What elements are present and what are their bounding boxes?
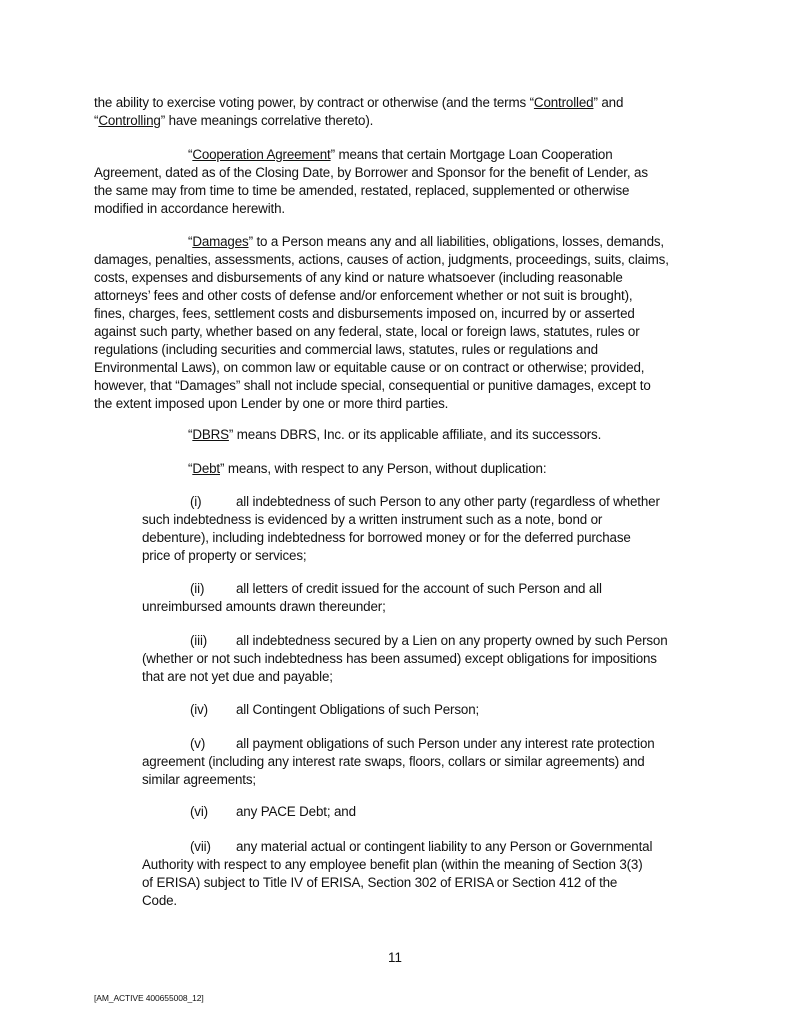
text-line: modified in accordance herewith. — [94, 201, 285, 216]
paragraph-cooperation-agreement-definition — [94, 146, 648, 218]
text-line: “Damages” to a Person means any and all liabilities, obligations, losses, demands, — [188, 234, 664, 249]
debt-item-line: such indebtedness is evidenced by a written instrument such as a note, bond or — [142, 512, 603, 527]
debt-item — [142, 701, 479, 719]
debt-item — [142, 580, 602, 616]
debt-item-number: (iv) — [190, 702, 208, 717]
text-line: against such party, whether based on any federal, state, local or foreign laws, statutes, rules or — [94, 324, 640, 339]
page-number: 11 — [388, 950, 402, 965]
text-line: “DBRS” means DBRS, Inc. or its applicable affiliate, and its successors. — [188, 427, 602, 442]
debt-item-line: similar agreements; — [142, 772, 256, 787]
document-footer-id: [AM_ACTIVE 400655008_12] — [94, 993, 204, 1003]
debt-item-first-line: (vii) any material actual or contingent liability to any Person or Governmental — [190, 839, 653, 854]
debt-item — [142, 735, 655, 789]
debt-item-first-line: (iii) all indebtedness secured by a Lien on any property owned by such Person — [190, 633, 668, 648]
debt-item-line: debenture), including indebtedness for borrowed money or for the deferred purchase — [142, 530, 631, 545]
paragraph-dbrs-definition — [94, 426, 601, 444]
text-line: the extent imposed upon Lender by one or more third parties. — [94, 396, 449, 411]
debt-item-line: (whether or not such indebtedness has been assumed) except obligations for impositions — [142, 651, 657, 666]
text-line: “Debt” means, with respect to any Person, without duplication: — [188, 461, 547, 476]
debt-item-line: agreement (including any interest rate swaps, floors, collars or similar agreements) and — [142, 754, 645, 769]
paragraph-damages-definition — [94, 233, 669, 413]
text-line: the same may from time to time be amended, restated, replaced, supplemented or otherwise — [94, 183, 630, 198]
debt-item-first-line: (ii) all letters of credit issued for the account of such Person and all — [190, 581, 602, 596]
debt-item-line: Authority with respect to any employee benefit plan (within the meaning of Section 3(3) — [142, 857, 643, 872]
debt-item — [142, 838, 652, 910]
debt-item-line: Code. — [142, 893, 177, 908]
debt-item — [142, 493, 660, 565]
debt-item-first-line: (vi) any PACE Debt; and — [190, 804, 356, 819]
debt-item-number: (vi) — [190, 804, 208, 819]
debt-item — [142, 632, 668, 686]
debt-item-line: price of property or services; — [142, 548, 307, 563]
debt-item-first-line: (iv) all Contingent Obligations of such Person; — [190, 702, 480, 717]
text-line: Environmental Laws), on common law or equitable cause or on contract or otherwise; provided, — [94, 360, 645, 375]
debt-item-number: (iii) — [190, 633, 208, 648]
debt-item-number: (v) — [190, 736, 206, 751]
text-line: the ability to exercise voting power, by contract or otherwise (and the terms “Controlled” and — [94, 95, 624, 110]
text-line: “Controlling” have meanings correlative thereto). — [94, 113, 374, 128]
text-line: damages, penalties, assessments, actions, causes of action, judgments, proceedings, suits, claims, — [94, 252, 669, 267]
debt-item-line: of ERISA) subject to Title IV of ERISA, Section 302 of ERISA or Section 412 of the — [142, 875, 618, 890]
text-line: Agreement, dated as of the Closing Date, by Borrower and Sponsor for the benefit of Lender, as — [94, 165, 648, 180]
defined-term: DBRS — [192, 427, 229, 442]
debt-item-number: (ii) — [190, 581, 205, 596]
debt-item — [142, 803, 356, 821]
paragraph-controlled-definition-end — [94, 94, 623, 130]
debt-item-line: that are not yet due and payable; — [142, 669, 333, 684]
text-line: “Cooperation Agreement” means that certain Mortgage Loan Cooperation — [188, 147, 613, 162]
debt-item-line: unreimbursed amounts drawn thereunder; — [142, 599, 386, 614]
defined-term: Controlled — [533, 95, 594, 110]
debt-item-number: (i) — [190, 494, 202, 509]
defined-term: Damages — [192, 234, 249, 249]
debt-item-number: (vii) — [190, 839, 211, 854]
paragraph-debt-definition-intro — [94, 460, 546, 478]
debt-item-first-line: (v) all payment obligations of such Person under any interest rate protection — [190, 736, 655, 751]
defined-term: Debt — [192, 461, 220, 476]
text-line: attorneys’ fees and other costs of defense and/or enforcement whether or not suit is brought), — [94, 288, 633, 303]
text-line: costs, expenses and disbursements of any kind or nature whatsoever (including reasonable — [94, 270, 623, 285]
defined-term: Cooperation Agreement — [192, 147, 331, 162]
debt-item-first-line: (i) all indebtedness of such Person to any other party (regardless of whether — [190, 494, 660, 509]
text-line: regulations (including securities and commercial laws, statutes, rules or regulations and — [94, 342, 598, 357]
defined-term: Controlling — [98, 113, 161, 128]
text-line: however, that “Damages” shall not include special, consequential or punitive damages, except to — [94, 378, 651, 393]
text-line: fines, charges, fees, settlement costs and disbursements imposed on, incurred by or asserted — [94, 306, 635, 321]
